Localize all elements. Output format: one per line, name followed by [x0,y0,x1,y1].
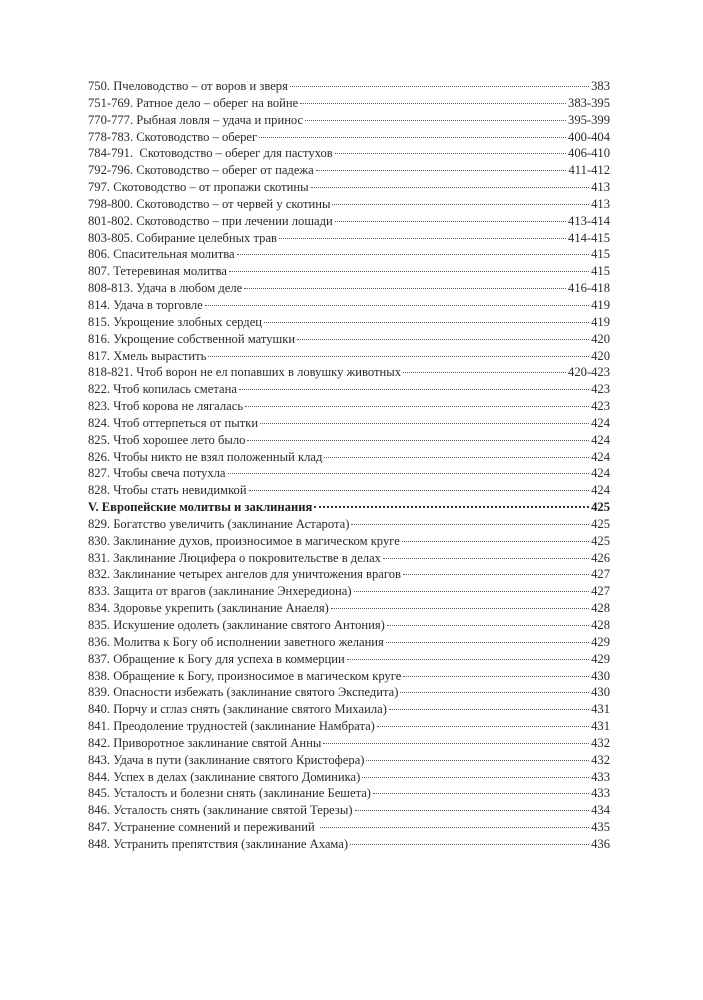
toc-entry-name: Пчеловодство – от воров и зверя [113,79,288,93]
toc-entry-title [88,179,310,196]
toc-entry-number: 807. [88,264,111,279]
toc-entry-number: 798-800. [88,196,134,211]
toc-entry-page: 432 [591,752,610,767]
toc-entry [88,213,610,230]
toc-entry-title [88,735,322,752]
toc-entry-page: 406-410 [568,146,610,161]
toc-entry-title [88,129,258,146]
toc-entry [88,381,610,398]
toc-entry-name: Европейские молитвы и заклинания [101,500,313,515]
toc-entry-page: 414-415 [568,230,610,245]
toc-entry-page: 428 [591,601,610,616]
toc-entry [88,802,610,819]
toc-entry-name: Укрощение собственной матушки [113,331,296,346]
toc-entry-name: Обращение к Богу, произносимое в магическом круге [113,668,402,683]
toc-entry-title [88,213,334,230]
toc-entry [88,752,610,769]
toc-entry-number: 778-783. [88,129,134,144]
toc-entry-page: 431 [591,702,610,717]
dot-leader [259,137,566,138]
toc-entry-title [88,600,330,617]
toc-entry-title [88,230,278,247]
toc-entry [88,331,610,348]
toc-entry-page: 424 [591,432,610,447]
toc-entry-title [88,449,323,466]
toc-entry-title [88,785,372,802]
toc-entry-name: Скотоводство – при лечении лошади [136,213,333,228]
dot-leader [389,709,589,710]
toc-entry-page: 413-414 [568,213,610,228]
toc-entry-number: 841. [88,719,111,734]
toc-entry [88,651,610,668]
toc-entry-name: Скотоводство – от пропажи скотины [113,180,309,195]
toc-entry-number: 833. [88,584,111,599]
toc-entry-number: 829. [88,516,111,531]
toc-entry [88,668,610,685]
toc-entry-name: Здоровье укрепить (заклинание Анаеля) [113,601,329,616]
toc-entry-title [88,802,354,819]
dot-leader [249,490,590,491]
toc-entry-title [88,583,353,600]
toc-entry [88,179,610,196]
toc-entry [88,297,610,314]
toc-entry [88,516,610,533]
toc-entry-number: 848. [88,836,111,851]
dot-leader [386,642,589,643]
dot-leader [377,726,589,727]
dot-leader [366,760,589,761]
toc-entry-number: 836. [88,634,111,649]
toc-entry-name: Порчу и сглаз снять (заклинание святого Михаила) [113,702,387,717]
toc-entry [88,735,610,752]
dot-leader [335,153,566,154]
dot-leader [347,659,589,660]
toc-section-heading [88,499,610,516]
toc-entry-page: 432 [591,735,610,750]
toc-entry [88,449,610,466]
toc-entry-number: 818-821. [88,365,134,380]
dot-leader [323,743,589,744]
dot-leader [387,625,589,626]
toc-entry-number: 834. [88,601,111,616]
toc-entry-name: Искушение одолеть (заклинание святого Антония) [113,618,385,632]
dot-leader [228,473,590,474]
toc-entry [88,263,610,280]
toc-entry-title [88,836,349,853]
dot-leader [314,506,589,508]
toc-entry-title [88,432,246,449]
toc-entry [88,314,610,331]
toc-entry-title [88,112,304,129]
toc-entry-title [88,297,204,314]
dot-leader [305,120,566,121]
dot-leader [237,254,589,255]
dot-leader [290,86,589,87]
dot-leader [335,221,566,222]
toc-entry-number: 808-813. [88,281,134,296]
toc-entry [88,701,610,718]
toc-entry [88,684,610,701]
toc-entry-number: 830. [88,533,111,548]
dot-leader [400,692,589,693]
toc-entry-page: 424 [591,466,610,481]
toc-entry-title [88,465,227,482]
toc-entry-page: 395-399 [568,112,610,127]
toc-entry-page: 419 [591,314,610,329]
dot-leader [229,271,589,272]
toc-entry-number: 837. [88,651,111,666]
toc-entry-number: 844. [88,769,111,784]
toc-entry-title [88,769,361,786]
toc-entry [88,246,610,263]
toc-entry-name: Защита от врагов (заклинание Энхередиона) [113,584,352,599]
toc-entry-page: 416-418 [568,281,610,296]
toc-entry-title [88,415,259,432]
toc-entry-number: V. [88,500,99,515]
toc-entry-name: Устранить препятствия (заклинание Ахама) [113,836,349,851]
toc-entry-page: 430 [591,685,610,700]
toc-entry-name: Спасительная молитва [113,247,235,262]
toc-entry-title [88,78,289,95]
toc-entry-page: 419 [591,297,610,312]
dot-leader [403,676,589,677]
toc-entry-page: 435 [591,820,610,835]
toc-entry-page: 428 [591,618,610,632]
toc-entry-name: Молитва к Богу об исполнении заветного желания [113,634,384,649]
toc-entry-title [88,162,315,179]
toc-entry [88,112,610,129]
toc-entry-title [88,533,401,550]
toc-entry [88,364,610,381]
toc-entry-number: 816. [88,331,111,346]
dot-leader [350,844,589,845]
toc-entry-number: 843. [88,752,111,767]
toc-entry [88,129,610,146]
toc-entry-page: 411-412 [568,163,610,178]
toc-entry [88,533,610,550]
dot-leader [279,238,566,239]
toc-entry-number: 806. [88,247,111,262]
toc-entry-page: 423 [591,399,610,414]
toc-entry-page: 433 [591,769,610,784]
toc-entry-title [88,516,350,533]
toc-entry [88,583,610,600]
toc-entry-page: 436 [591,836,610,851]
toc-entry-title [88,314,263,331]
toc-entry-page: 425 [591,500,610,515]
dot-leader [208,356,589,357]
toc-entry [88,95,610,112]
toc-entry-name: Удача в любом деле [136,281,243,296]
dot-leader [239,389,589,390]
toc-entry-page: 424 [591,449,610,464]
toc-entry [88,280,610,297]
toc-entry-name: Скотоводство – от червей у скотины [136,196,331,211]
toc-entry-name: Скотоводство – оберег для пастухов [136,146,333,161]
toc-entry-name: Богатство увеличить (заклинание Астарота) [113,516,350,531]
toc-entry-name: Укрощение злобных сердец [113,314,263,329]
toc-entry-title [88,145,334,162]
toc-entry-number: 750. [88,79,111,93]
toc-entry [88,432,610,449]
toc-entry-page: 415 [591,247,610,262]
toc-entry-page: 431 [591,719,610,734]
toc-entry-title [88,381,238,398]
toc-entry-name: Скотоводство – оберег от падежа [136,163,314,178]
toc-entry-page: 413 [591,180,610,195]
toc-entry-name: Чтоб хорошее лето было [113,432,246,447]
toc-entry [88,482,610,499]
toc-entry-title [88,482,248,499]
toc-entry-title [88,246,236,263]
toc-entry-number: 814. [88,297,111,312]
toc-entry-number: 815. [88,314,111,329]
toc-entry-number: 832. [88,567,111,582]
toc-entry-name: Чтоб оттерпеться от пытки [113,415,259,430]
toc-entry-page: 420 [591,331,610,346]
toc-entry-page: 383-395 [568,95,610,110]
toc-entry [88,769,610,786]
toc-entry-page: 413 [591,196,610,211]
dot-leader [300,103,566,104]
toc-entry-title [88,684,399,701]
toc-entry [88,230,610,247]
toc-entry-page: 424 [591,483,610,498]
toc-entry-number: 827. [88,466,111,481]
toc-entry [88,617,610,634]
toc-entry-name: Устранение сомнений и переживаний [113,820,318,835]
toc-entry-name: Скотоводство – оберег [136,129,258,144]
toc-entry-name: Хмель вырастить [113,348,207,363]
toc-entry-page: 425 [591,516,610,531]
toc-entry-name: Чтобы никто не взял положенный клад [113,449,323,464]
toc-entry [88,78,610,95]
toc-entry-name: Собирание целебных трав [136,230,277,245]
toc-entry [88,415,610,432]
toc-entry-number: 826. [88,449,111,464]
toc-entry-title [88,364,402,381]
toc-entry-number: 828. [88,483,111,498]
toc-entry-number: 792-796. [88,163,134,178]
toc-entry-title [88,634,385,651]
toc-entry-title [88,752,365,769]
dot-leader [362,777,589,778]
toc-entry-name: Усталость и болезни снять (заклинание Бешета) [113,786,372,801]
toc-entry-name: Удача в торговле [113,297,203,312]
toc-entry-number: 803-805. [88,230,134,245]
toc-entry-name: Удача в пути (заклинание святого Кристофера) [113,752,365,767]
dot-leader [351,524,589,525]
dot-leader [247,440,589,441]
dot-leader [316,170,567,171]
toc-entry-title [88,331,296,348]
dot-leader [383,558,589,559]
toc-entry-name: Заклинание духов, произносимое в магическом круге [113,533,400,548]
toc-entry-number: 835. [88,618,111,632]
toc-entry [88,348,610,365]
toc-entry-page: 426 [591,550,610,565]
dot-leader [324,457,589,458]
toc-entry-name: Чтоб копилась сметана [113,382,237,397]
toc-entry-page: 434 [591,803,610,818]
toc-entry-name: Ратное дело – оберег на войне [136,95,299,110]
toc-entry-name: Чтоб ворон не ел попавших в ловушку животных [136,365,401,380]
toc-entry-title [88,196,331,213]
table-of-contents [88,78,610,853]
toc-entry-page: 429 [591,651,610,666]
toc-entry-name: Преодоление трудностей (заклинание Намбрата) [113,719,375,734]
toc-entry-number: 831. [88,550,111,565]
toc-entry-name: Опасности избежать (заклинание святого Экспедита) [113,685,399,700]
toc-entry-page: 427 [591,584,610,599]
toc-entry-page: 415 [591,264,610,279]
toc-entry-number: 751-769. [88,95,134,110]
toc-entry-number: 845. [88,786,111,801]
toc-entry-name: Заклинание Люцифера о покровительстве в делах [113,550,381,565]
toc-entry-name: Чтобы свеча потухла [113,466,226,481]
dot-leader [403,574,589,575]
toc-entry-page: 425 [591,533,610,548]
toc-entry-number: 797. [88,180,111,195]
toc-entry-page: 430 [591,668,610,683]
toc-entry-name: Приворотное заклинание святой Анны [113,735,322,750]
toc-entry-number: 824. [88,415,111,430]
toc-entry-number: 822. [88,382,111,397]
dot-leader [311,187,590,188]
toc-entry-title [88,668,402,685]
dot-leader [205,305,589,306]
toc-entry-number: 846. [88,803,111,818]
dot-leader [244,288,566,289]
toc-entry [88,718,610,735]
dot-leader [373,793,589,794]
toc-entry-number: 817. [88,348,111,363]
toc-entry [88,785,610,802]
toc-entry-title [88,280,243,297]
toc-entry-name: Заклинание четырех ангелов для уничтожения врагов [113,567,401,582]
toc-entry [88,836,610,853]
toc-entry-page: 423 [591,382,610,397]
toc-entry [88,398,610,415]
toc-entry-number: 838. [88,668,111,683]
toc-entry-page: 383 [591,79,610,93]
toc-entry [88,634,610,651]
toc-entry-number: 770-777. [88,112,134,127]
dot-leader [403,372,566,373]
toc-entry-name: Обращение к Богу для успеха в коммерции [113,651,345,666]
dot-leader [402,541,589,542]
dot-leader [245,406,589,407]
toc-entry-name: Рыбная ловля – удача и принос [136,112,304,127]
toc-entry-name: Чтобы стать невидимкой [113,483,247,498]
toc-entry-title [88,499,313,516]
toc-entry [88,566,610,583]
toc-entry-title [88,651,346,668]
toc-entry-page: 427 [591,567,610,582]
toc-entry [88,196,610,213]
toc-entry [88,162,610,179]
toc-entry [88,145,610,162]
dot-leader [332,204,589,205]
toc-entry-title [88,550,382,567]
toc-entry-title [88,398,244,415]
toc-entry [88,600,610,617]
toc-entry-number: 842. [88,735,111,750]
dot-leader [355,810,590,811]
dot-leader [331,608,589,609]
toc-entry-page: 429 [591,634,610,649]
dot-leader [264,322,589,323]
toc-entry-title [88,95,299,112]
dot-leader [297,339,589,340]
toc-entry-title [88,566,402,583]
toc-entry-number: 825. [88,432,111,447]
toc-entry-title [88,718,376,735]
toc-entry [88,550,610,567]
toc-entry-page: 433 [591,786,610,801]
toc-entry-number: 839. [88,685,111,700]
toc-entry-number: 801-802. [88,213,134,228]
toc-entry-name: Тетеревиная молитва [113,264,227,279]
toc-entry-page: 420-423 [568,365,610,380]
toc-entry-page: 420 [591,348,610,363]
toc-entry-number: 840. [88,702,111,717]
dot-leader [260,423,589,424]
toc-entry-number: 823. [88,399,111,414]
toc-entry-title [88,617,386,634]
toc-entry-page: 400-404 [568,129,610,144]
toc-entry-name: Успех в делах (заклинание святого Доминика) [113,769,361,784]
toc-entry-number: 847. [88,820,111,835]
toc-entry-name: Чтоб корова не лягалась [113,399,244,414]
toc-entry-title [88,701,388,718]
toc-entry [88,819,610,836]
dot-leader [354,591,590,592]
toc-entry-title [88,263,228,280]
dot-leader [320,827,589,828]
toc-entry-page: 424 [591,415,610,430]
toc-entry [88,465,610,482]
toc-entry-name: Усталость снять (заклинание святой Терезы) [113,803,353,818]
toc-entry-title [88,819,319,836]
toc-entry-title [88,348,207,365]
toc-entry-number: 784-791. [88,146,134,161]
